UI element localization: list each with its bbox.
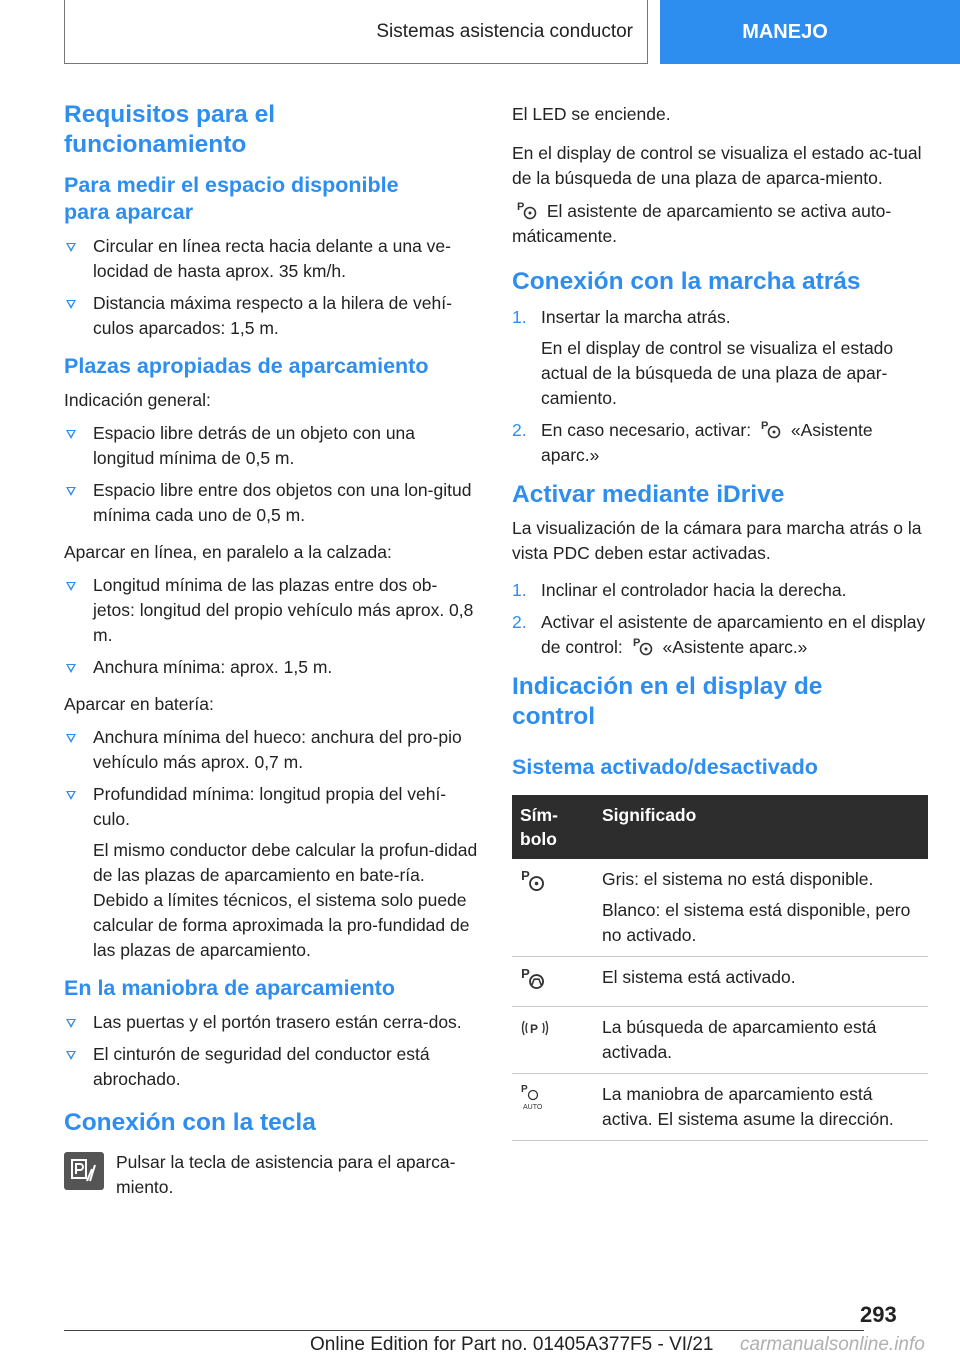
- col-meaning-header: Significado: [594, 795, 928, 859]
- svg-text:P: P: [521, 1084, 528, 1095]
- label-aparcar-bateria: Aparcar en batería:: [64, 694, 214, 714]
- linea-list: [64, 573, 478, 680]
- tecla-row: [64, 1150, 478, 1200]
- header-chapter-label: MANEJO: [742, 20, 828, 43]
- heading-indicacion-display: Indicación en el display de control: [512, 673, 823, 730]
- bullet-triangle-icon: [66, 1019, 76, 1028]
- svg-text:P: P: [760, 420, 769, 432]
- list-item: 2. Activar el asistente de aparcamiento en el display de control: P «Asistente aparc.»: [512, 612, 926, 657]
- park-assist-icon: [516, 199, 538, 221]
- svg-text:P: P: [517, 201, 525, 213]
- tecla-text: Pulsar la tecla de asistencia para el aparca-miento.: [116, 1152, 456, 1197]
- list-item: Longitud mínima de las plazas entre dos ob-jetos: longitud del propio vehículo más aprox. 0,8 m.: [64, 573, 478, 648]
- header-section-title: Sistemas asistencia conductor: [376, 20, 633, 42]
- footer-divider: [64, 1330, 864, 1331]
- heading-marcha-atras: Conexión con la marcha atrás: [512, 268, 861, 295]
- bateria-note: El mismo conductor debe calcular la profun-didad de las plazas de aparcamiento en bate-ría. Debido a límites técnicos, el sistema solo puede calcular de forma aproximada la pro-fundidad de las plazas de aparcamiento.: [93, 840, 478, 960]
- heading-plazas-apropiadas: Plazas apropiadas de aparcamiento: [64, 354, 429, 378]
- bullet-triangle-icon: [66, 300, 76, 309]
- idrive-intro: La visualización de la cámara para marcha atrás o la vista PDC deben estar activadas.: [512, 518, 922, 563]
- bullet-triangle-icon: [66, 487, 76, 496]
- marcha-steps: [512, 305, 928, 468]
- park-assist-icon: [632, 635, 654, 657]
- list-item: Distancia máxima respecto a la hilera de vehí-culos aparcados: 1,5 m.: [64, 291, 478, 341]
- heading-medir-espacio: Para medir el espacio disponible para aparcar: [64, 173, 399, 224]
- svg-text:P: P: [521, 868, 530, 883]
- table-row: P El sistema está activado.: [512, 957, 928, 1007]
- header-chapter-tab: [660, 0, 960, 64]
- list-item: Circular en línea recta hacia delante a una ve-locidad de hasta aprox. 35 km/h.: [64, 234, 478, 284]
- bullet-triangle-icon: [66, 243, 76, 252]
- park-assist-icon: [520, 867, 546, 893]
- symbol-table: [512, 795, 928, 1141]
- park-auto-icon: [520, 1082, 548, 1112]
- heading-requisitos: Requisitos para el funcionamiento: [64, 101, 276, 158]
- page-number: 293: [860, 1302, 897, 1327]
- bullet-triangle-icon: [66, 430, 76, 439]
- list-item: El cinturón de seguridad del conductor está abrochado.: [64, 1042, 478, 1092]
- table-header-row: [512, 795, 928, 859]
- display-estado-text: En el display de control se visualiza el estado ac-tual de la búsqueda de una plaza de aparca-miento.: [512, 143, 922, 188]
- bateria-list: [64, 725, 478, 963]
- table-row: P Gris: el sistema no está disponible. Blanco: el sistema está disponible, pero no activado.: [512, 859, 928, 957]
- list-item: Anchura mínima: aprox. 1,5 m.: [64, 655, 478, 680]
- table-row: P La búsqueda de aparcamiento está activada.: [512, 1007, 928, 1074]
- col-symbol-header: Sím-bolo: [512, 795, 594, 859]
- medir-list: [64, 234, 478, 341]
- park-assist-icon: [760, 418, 782, 440]
- bullet-triangle-icon: [66, 791, 76, 800]
- bullet-triangle-icon: [66, 734, 76, 743]
- park-search-icon: [520, 1015, 550, 1041]
- heading-sistema-activado: Sistema activado/desactivado: [512, 755, 818, 779]
- list-item: Anchura mínima del hueco: anchura del pro-pio vehículo más aprox. 0,7 m.: [64, 725, 478, 775]
- led-text: El LED se enciende.: [512, 104, 671, 124]
- list-item: 2. En caso necesario, activar: P «Asistente aparc.»: [512, 420, 873, 465]
- right-column: [512, 102, 928, 1141]
- svg-text:P: P: [632, 637, 640, 649]
- heading-idrive: Activar mediante iDrive: [512, 481, 785, 508]
- auto-label: AUTO: [523, 1104, 543, 1111]
- list-item: 1. Inclinar el controlador hacia la derecha.: [512, 580, 847, 600]
- table-row: P AUTO La maniobra de aparcamiento está activa. El sistema asume la dirección.: [512, 1074, 928, 1141]
- idrive-steps: [512, 578, 928, 660]
- heading-conexion-tecla: Conexión con la tecla: [64, 1109, 316, 1136]
- watermark: carmanualsonline.info: [740, 1334, 925, 1355]
- label-indicacion-general: Indicación general:: [64, 390, 211, 410]
- general-list: [64, 421, 478, 528]
- park-assist-button-icon: [64, 1152, 104, 1190]
- list-item: Espacio libre detrás de un objeto con una longitud mínima de 0,5 m.: [64, 421, 478, 471]
- heading-maniobra: En la maniobra de aparcamiento: [64, 976, 395, 1000]
- list-item: Las puertas y el portón trasero están cerra-dos.: [64, 1010, 478, 1035]
- svg-text:P: P: [521, 966, 530, 981]
- list-item: Espacio libre entre dos objetos con una lon-gitud mínima cada uno de 0,5 m.: [64, 478, 478, 528]
- label-aparcar-linea: Aparcar en línea, en paralelo a la calzada:: [64, 542, 392, 562]
- list-item: 1. Insertar la marcha atrás. En el display de control se visualiza el estado actual de la búsqueda de una plaza de apar-camiento.: [512, 307, 894, 408]
- list-item: Profundidad mínima: longitud propia del vehí-culo. El mismo conductor debe calcular la profun-didad de las plazas de aparcamiento en bate-ría. Debido a límites técnicos, el sistema solo puede calcular de forma aproximada la pro-fundidad de las plazas de aparcamiento.: [64, 782, 478, 963]
- left-column: [64, 100, 478, 1200]
- svg-text:P: P: [530, 1022, 539, 1036]
- bullet-triangle-icon: [66, 664, 76, 673]
- maniobra-list: [64, 1010, 478, 1092]
- park-assist-active-icon: [520, 965, 546, 991]
- activa-auto-text: P El asistente de aparcamiento se activa auto-máticamente.: [512, 201, 892, 246]
- header-section-box: [64, 0, 648, 64]
- footer-edition: Online Edition for Part no. 01405A377F5 - VI/21: [310, 1334, 714, 1355]
- bullet-triangle-icon: [66, 1051, 76, 1060]
- bullet-triangle-icon: [66, 582, 76, 591]
